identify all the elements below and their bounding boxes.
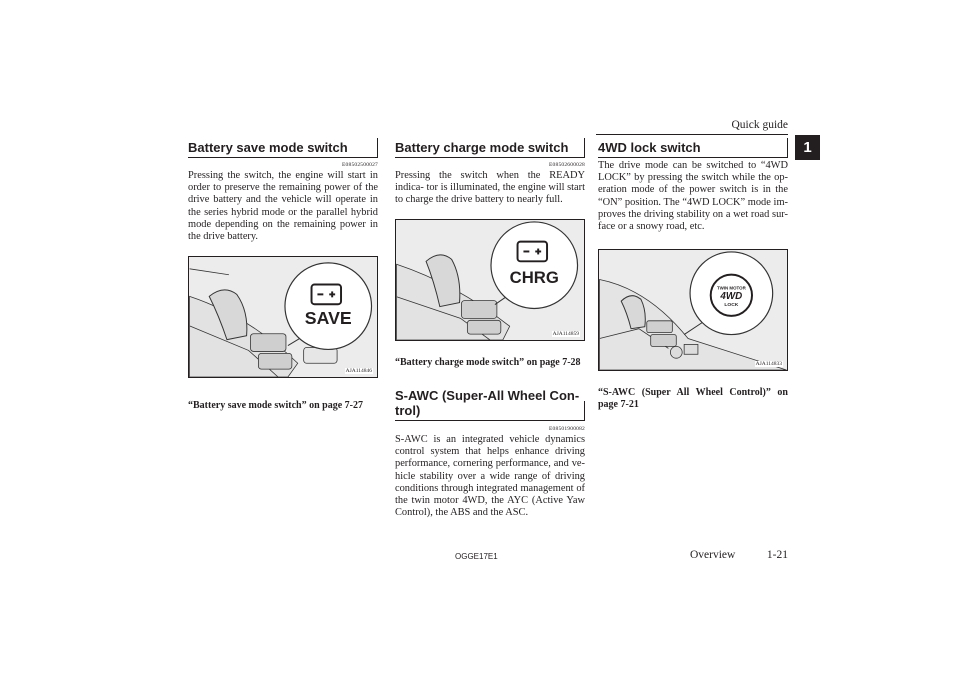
header-rule [596, 134, 788, 135]
section-title-s-awc: S-AWC (Super-All Wheel Con- trol) [395, 388, 585, 421]
charge-button-label: CHRG [509, 267, 559, 287]
section-body-battery-charge: Pressing the switch when the READY indica- tor is illuminated, the engine will start to charge the drive battery to nearly full. [395, 170, 585, 206]
chapter-tab: 1 [795, 135, 820, 160]
section-body-4wd-lock: The drive mode can be switched to “4WD LOCK” by pressing the switch while the op- eration mode of the power switch is in the “ON” position. The “4WD LOCK” mode im- proves the driving stability on a wet road sur- face or a snowy road, etc. [598, 160, 788, 233]
section-title-4wd-lock: 4WD lock switch [598, 140, 788, 158]
caption-link-s-awc[interactable]: “S-AWC (Super All Wheel Control)” on page 7-21 [598, 387, 788, 410]
gear-shifter-illustration [189, 257, 377, 377]
section-title-battery-charge: Battery charge mode switch [395, 140, 585, 158]
section-code: E08501900082 [548, 426, 585, 432]
figure-4wd-lock [598, 249, 788, 371]
twin-motor-label: TWIN MOTOR [716, 285, 746, 291]
figure-id: AJA114846 [345, 368, 372, 374]
figure-id: AJA114859 [552, 331, 579, 337]
caption-link-battery-charge[interactable]: “Battery charge mode switch” on page 7-28 [395, 357, 581, 368]
section-code: E08502500027 [341, 162, 378, 168]
section-title-battery-save: Battery save mode switch [188, 140, 378, 158]
4wd-label: 4WD [720, 291, 743, 303]
figure-battery-charge [395, 219, 585, 341]
header-title: Quick guide [731, 119, 788, 131]
page-number: 1-21 [766, 549, 788, 561]
section-body-s-awc: S-AWC is an integrated vehicle dynamics control system that helps enhance driving performance, cornering performance, and ve- hicle stability over a wide range of driving conditions through integrated management of the twin motor 4WD, the AYC (Active Yaw Control), the ABS and the ASC. [395, 434, 585, 519]
lock-label: LOCK [724, 303, 739, 309]
footer-section: Overview [690, 549, 736, 561]
figure-id: AJA114833 [755, 361, 782, 367]
save-button-label: SAVE [304, 307, 352, 328]
gear-shifter-illustration [396, 220, 584, 340]
center-console-illustration [599, 250, 787, 370]
footer-code: OGGE17E1 [455, 552, 498, 561]
caption-link-battery-save[interactable]: “Battery save mode switch” on page 7-27 [188, 400, 363, 411]
section-body-battery-save: Pressing the switch, the engine will start in order to preserve the remaining power of the drive battery and the vehicle will operate in the series hybrid mode or the parallel hybrid mode depending on the remaining power in the drive battery. [188, 170, 378, 243]
section-code: E08502600028 [548, 162, 585, 168]
figure-battery-save [188, 256, 378, 378]
